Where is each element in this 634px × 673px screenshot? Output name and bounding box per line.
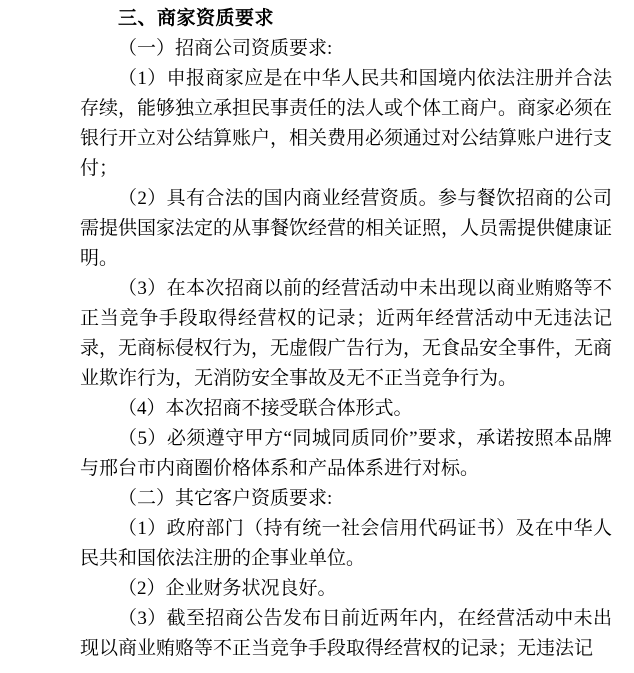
paragraph-item-3: （3）在本次招商以前的经营活动中未出现以商业贿赂等不正当竞争手段取得经营权的记录；近两年经营活动中无违法记录，无商标侵权行为，无虚假广告行为，无食品安全事件，无商业欺诈行为，无消防安全事故及无不正当竞争行为。 [80, 278, 613, 389]
paragraph-item-2: （2）具有合法的国内商业经营资质。参与餐饮招商的公司需提供国家法定的从事餐饮经营的相关证照，人员需提供健康证明。 [80, 188, 613, 269]
paragraph-item-5: （5）必须遵守甲方“同城同质同价”要求，承诺按照本品牌与邢台市内商圈价格体系和产品体系进行对标。 [80, 428, 612, 479]
paragraph-subsection-2: （二）其它客户资质要求: [118, 488, 333, 509]
paragraph-subsection-1: （一）招商公司资质要求: [118, 38, 333, 59]
paragraph-item-4: （4）本次招商不接受联合体形式。 [118, 398, 413, 419]
paragraph-item-1: （1）申报商家应是在中华人民共和国境内依法注册并合法存续，能够独立承担民事责任的法人或个体工商户。商家必须在银行开立对公结算账户，相关费用必须通过对公结算账户进行支付； [80, 68, 613, 179]
paragraph-other-item-3: （3）截至招商公告发布日前近两年内，在经营活动中未出现以商业贿赂等不正当竞争手段取得经营权的记录；无违法记 [80, 608, 612, 659]
paragraph-other-item-2: （2）企业财务状况良好。 [118, 578, 337, 599]
paragraph-other-item-1: （1）政府部门（持有统一社会信用代码证书）及在中华人民共和国依法注册的企事业单位。 [80, 518, 612, 569]
section-heading: 三、商家资质要求 [118, 8, 275, 29]
